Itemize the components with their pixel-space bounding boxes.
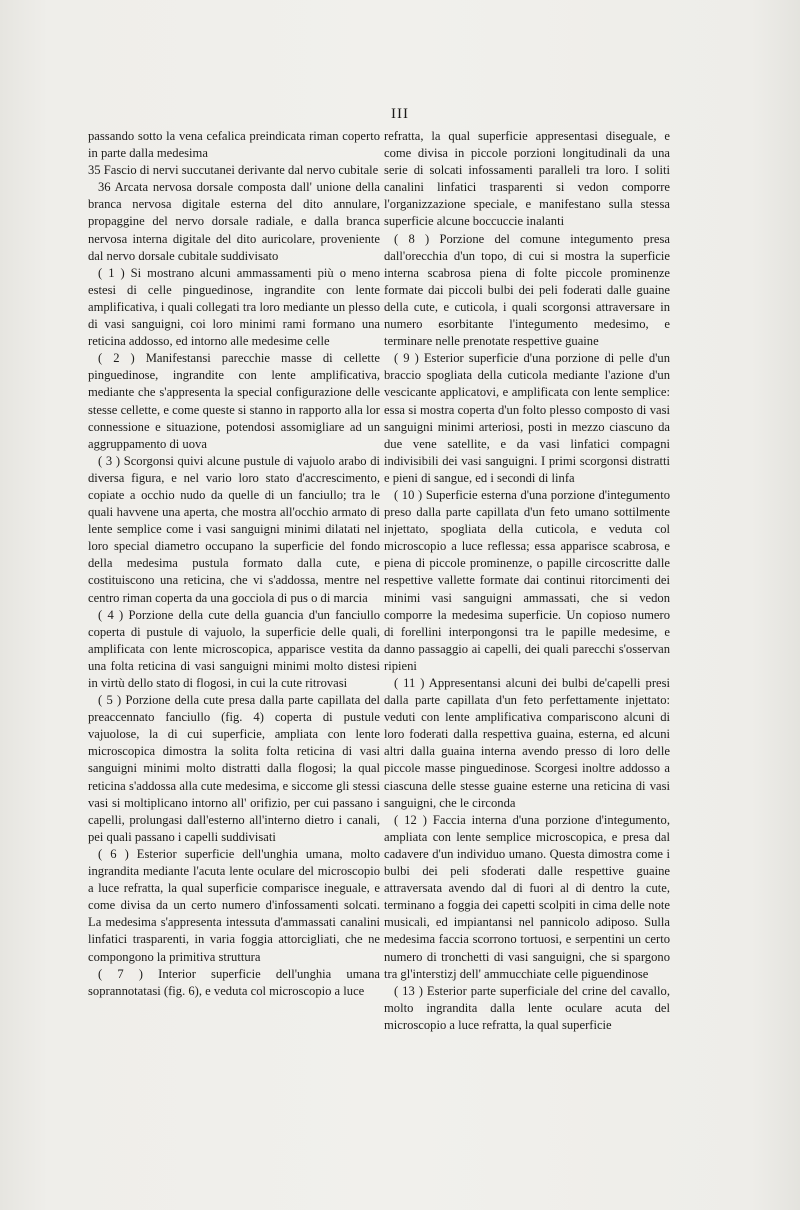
left-column-paragraph: 35 Fascio di nervi succutanei derivante dal nervo cubitale [88,163,379,178]
left-text-column [88,128,380,1000]
page-number: III [391,106,409,122]
right-column-paragraph: refratta, la qual superficie appresentasi diseguale, e come divisa in piccole porzioni longitudinali da una serie di solcati infossamenti paralleli tra loro. I soliti canalini linfatici trasparenti si vedon comporre l'organizzazione speciale, e manifestano sulla stessa superficie alcune boccuccie inalanti [384,129,670,229]
left-column-paragraph: ( 2 ) Manifestansi parecchie masse di cellette pinguedinose, ingrandite con lente amplificativa, mediante che s'appresenta la special configurazione delle stesse cellette, e come queste si stanno in rapporto alla lor connessione e situazione, potendosi assomigliare ad un aggruppamento di uova [88,351,380,451]
left-column-paragraph: ( 6 ) Esterior superficie dell'unghia umana, molto ingrandita mediante l'acuta lente oculare del microscopio a luce refratta, la qual superficie comparisce ineguale, e come divisa da un certo numero d'infossamenti solcati. La medesima s'appresenta intessuta d'ammassati canalini linfatici trasparenti, in varia foggia attorcigliati, che ne compongono la primitiva struttura [88,846,380,964]
right-column-paragraph: ( 8 ) Porzione del comune integumento presa dall'orecchia d'un topo, di cui si mostra la superficie interna scabrosa piena di folte piccole prominenze formate dai piccoli bulbi dei peli foderati dalle guaine della cute, e cuticola, i quali scorgonsi attraversare in numero esorbitante l'integumento medesimo, e terminare nelle prenotate respettive guaine [384,231,670,349]
right-column-paragraph: ( 12 ) Faccia interna d'una porzione d'integumento, ampliata con lente semplice microscopica, e presa dal cadavere d'un individuo umano. Questa dimostra come i bulbi dei peli sfoderati dalle respettive guaine attraversata avendo dal di fuori al di dentro la cute, terminano a foggia dei capetti scolpiti in cima delle note musicali, ed impiantansi nel pannicolo adiposo. Sulla medesima faccia scorrono tortuosi, e serpentini un certo numero di tronchetti di vasi sanguigni, che si spargono tra gl'interstizj dell' ammucchiate celle piguendinose [384,812,670,981]
right-column-paragraph: ( 10 ) Superficie esterna d'una porzione d'integumento preso dalla parte capillata d'un feto umano sottilmente injettato, spogliata della cuticola, e veduta col microscopio a luce reflessa; essa apparisce scabrosa, e piena di piccole prominenze, o papille circoscritte dalle respettive vallette formate dai continui ritorcimenti dei minimi vasi sanguigni ammassati, che si vedon comporre la medesima superficie. Un copioso numero di forellini interpongonsi tra le papille medesime, e danno passaggio ai capelli, dei quali parecchi s'osservan ripieni [384,487,670,673]
right-column-paragraph: ( 9 ) Esterior superficie d'una porzione di pelle d'un braccio spogliata della cuticola mediante l'azione d'un vescicante applicatovi, e amplificata con lente semplice: essa si mostra coperta d'un folto plesso composto di vasi sanguigni minimi arteriosi, posti in mezzo ciascuno da due vene satellite, e da vasi linfatici compagni indivisibili dei vasi sanguigni. I primi scorgonsi distratti e pieni di sangue, ed i secondi di linfa [384,351,670,485]
left-column-paragraph: passando sotto la vena cefalica preindicata riman coperto in parte dalla medesima [88,129,380,161]
left-column-paragraph: ( 1 ) Si mostrano alcuni ammassamenti più o meno estesi di celle pinguedinose, ingrandite con lente amplificativa, i quali collegati tra loro mediante un plesso di vasi sanguigni, coi loro minimi rami formano una reticina addosso, ed intorno alle medesime celle [88,265,380,349]
right-column-paragraph: ( 13 ) Esterior parte superficiale del crine del cavallo, molto ingrandita dalla lente oculare acuta del microscopio a luce refratta, la qual superficie [384,983,670,1032]
left-column-paragraph: ( 4 ) Porzione della cute della guancia d'un fanciullo coperta di pustule di vajuolo, la superficie delle quali, amplificata con lente microscopica, apparisce vestita da una folta reticina di vasi sanguigni minimi molto distesi in virtù dello stato di flogosi, in cui la cute ritrovasi [88,607,380,690]
right-column-paragraph: ( 11 ) Appresentansi alcuni dei bulbi de'capelli presi dalla parte capillata d'un feto perfettamente injettato: veduti con lente amplificativa compariscono alcuni di loro foderati dalla respettiva guaina, esterna, ed alcuni altri dalla guaina interna avendo presso di loro delle piccole masse pinguedinose. Scorgesi inoltre addosso a ciascuna delle stesse guaine esterne una reticina di vasi sanguigni, che le circonda [384,676,670,810]
right-text-column [384,128,670,1034]
left-column-paragraph: ( 7 ) Interior superficie dell'unghia umana soprannotatasi (fig. 6), e veduta col microscopio a luce [88,966,380,998]
left-column-paragraph: ( 3 ) Scorgonsi quivi alcune pustule di vajuolo arabo di diversa figura, e nel vario loro stato d'accrescimento, copiate a occhio nudo da quelle di un fanciullo; tra le quali havvene una aperta, che mostra all'occhio armato di lente semplice come i vasi sanguigni minimi dilatati nel loro special diametro occupano la superficie del fondo della medesima pustula formato dalla cute, e costituiscono una reticina, che vi s'addossa, mentre nel centro riman coperta da una gocciola di pus o di marcia [88,453,380,605]
left-column-paragraph: 36 Arcata nervosa dorsale composta dall' unione della branca nervosa digitale esterna del dito annulare, propaggine del nervo dorsale radiale, e dalla branca nervosa interna digitale del dito auricolare, proveniente dal nervo dorsale cubitale suddivisato [88,180,380,263]
left-column-paragraph: ( 5 ) Porzione della cute presa dalla parte capillata del preaccennato fanciullo (fig. 4) coperta di pustule vajuolose, la di cui superficie, ampliata con lente microscopica dimostra la solita folta reticina di vasi sanguigni minimi molto distratti dalla flogosi; la qual reticina s'addossa alla cute medesima, e siccome gli stessi vasi si moltiplicano intorno all' orifizio, per cui passano i capelli, prolungasi dall'esterno all'interno dietro i canali, pei quali passano i capelli suddivisati [88,693,380,844]
